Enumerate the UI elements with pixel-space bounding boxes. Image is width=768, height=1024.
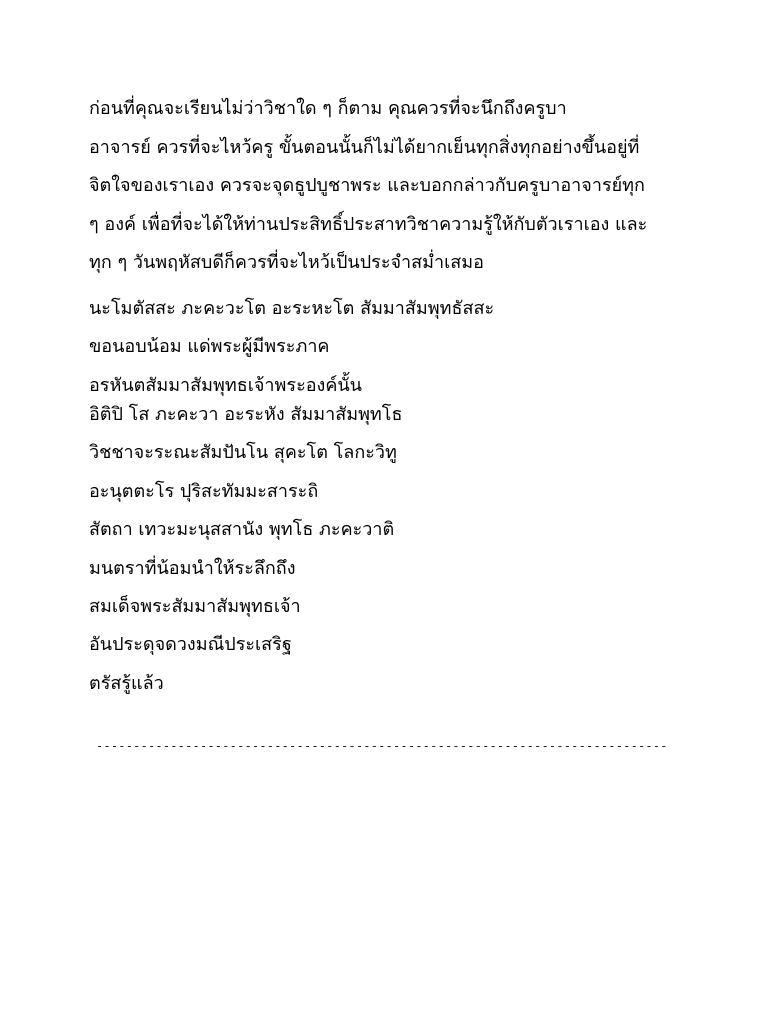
chant-line: ขอนอบน้อม แด่พระผู้มีพระภาค [89,336,330,358]
chant-line: วิชชาจะระณะสัมปันโน สุคะโต โลกะวิทู [89,442,397,464]
chant-line: มนตราที่น้อมนำให้ระลึกถึง [89,557,296,579]
intro-line: ๆ องค์ เพื่อที่จะได้ให้ท่านประสิทธิ์ประสาทวิชาความรู้ให้กับตัวเราเอง และ [89,213,648,235]
dashed-divider: ----------------------------------------------------------------------------- [96,739,668,753]
intro-line: จิตใจของเราเอง ควรจะจุดธูปบูชาพระ และบอกกล่าวกับครูบาอาจารย์ทุก [89,175,645,196]
chant-line: อิติปิ โส ภะคะวา อะระหัง สัมมาสัมพุทโธ [89,404,403,425]
itipiso-chant [89,396,708,703]
chant-line: สมเด็จพระสัมมาสัมพุทธเจ้า [89,596,301,618]
intro-line: ทุก ๆ วันพฤหัสบดีก็ควรที่จะไหว้เป็นประจำสม่ำเสมอ [89,252,484,273]
intro-paragraph [89,90,708,283]
chant-line: อรหันตสัมมาสัมพุทธเจ้าพระองค์นั้น [89,374,362,396]
chant-line: อะนุตตะโร ปุริสะทัมมะสาระถิ [89,480,319,502]
homage-chant [89,290,708,405]
chant-line: สัตถา เทวะมะนุสสานัง พุทโธ ภะคะวาติ [89,519,395,541]
chant-line: ตรัสรู้แล้ว [89,672,164,694]
chant-line: นะโมตัสสะ ภะคะวะโต อะระหะโต สัมมาสัมพุทธัสสะ [89,298,495,319]
chant-line: อันประดุจดวงมณีประเสริฐ [89,634,292,656]
intro-line: ก่อนที่คุณจะเรียนไม่ว่าวิชาใด ๆ ก็ตาม คุณควรที่จะนึกถึงครูบา [89,98,567,119]
intro-line: อาจารย์ ควรที่จะไหว้ครู ขั้นตอนนั้นก็ไม่ได้ยากเย็นทุกสิ่งทุกอย่างขึ้นอยู่ที่ [89,136,640,158]
